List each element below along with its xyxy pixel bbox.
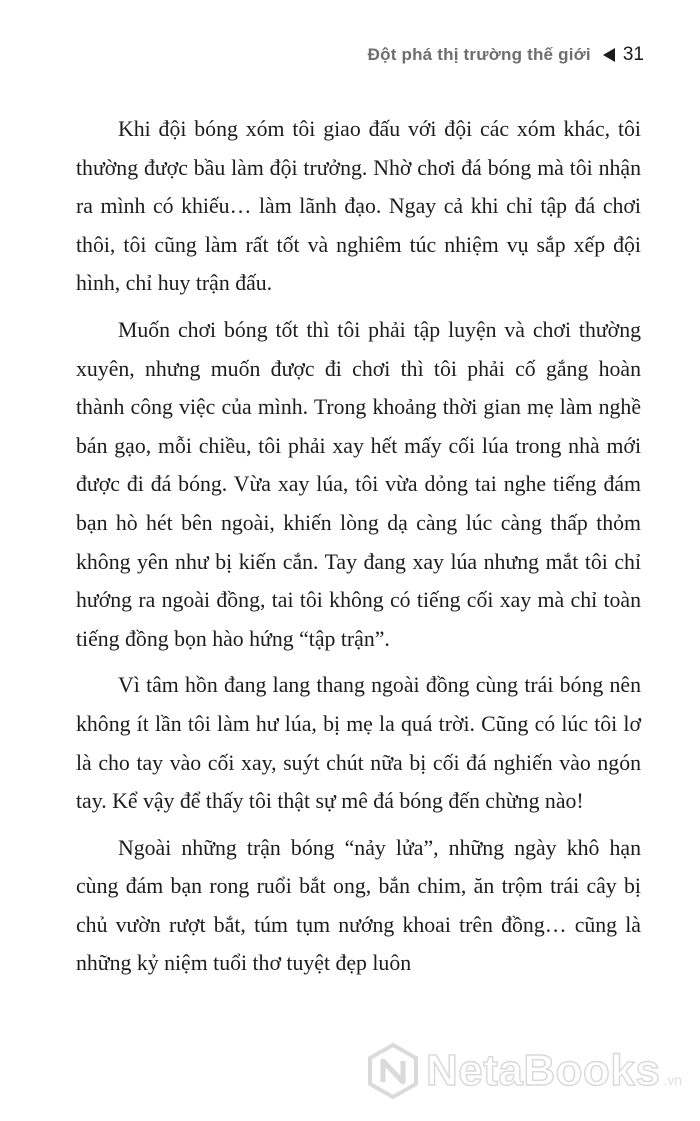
running-header [368, 44, 644, 66]
paragraph: Vì tâm hồn đang lang thang ngoài đồng cùng trái bóng nên không ít lần tôi làm hư lúa, bị mẹ la quá trời. Cũng có lúc tôi lơ là cho tay vào cối xay, suýt chút nữa bị cối đá nghiến vào ngón tay. Kể vậy để thấy tôi thật sự mê đá bóng đến chừng nào! [76, 673, 641, 814]
page-number: 31 [622, 44, 644, 65]
running-title: Đột phá thị trường thế giới [367, 45, 591, 64]
watermark-brand: NetaBooks [426, 1046, 661, 1095]
paragraph: Khi đội bóng xóm tôi giao đấu với đội các xóm khác, tôi thường được bầu làm đội trưởng. Nhờ chơi đá bóng mà tôi nhận ra mình có khiếu… làm lãnh đạo. Ngay cả khi chỉ tập đá chơi thôi, tôi cũng làm rất tốt và nghiêm túc nhiệm vụ sắp xếp đội hình, chỉ huy trận đấu. [76, 117, 641, 296]
body-text [76, 110, 641, 991]
watermark [364, 1042, 682, 1100]
n-logo-icon [364, 1042, 422, 1100]
triangle-left-icon [603, 48, 615, 62]
paragraph: Ngoài những trận bóng “nảy lửa”, những ngày khô hạn cùng đám bạn rong ruổi bắt ong, bắn chim, ăn trộm trái cây bị chủ vườn rượt bắt, túm tụm nướng khoai trên đồng… cũng là những kỷ niệm tuổi thơ tuyệt đẹp luôn [76, 835, 641, 976]
watermark-suffix: .vn [663, 1072, 683, 1088]
paragraph: Muốn chơi bóng tốt thì tôi phải tập luyện và chơi thường xuyên, nhưng muốn được đi chơi thì tôi phải cố gắng hoàn thành công việc của mình. Trong khoảng thời gian mẹ làm nghề bán gạo, mỗi chiều, tôi phải xay hết mấy cối lúa trong nhà mới được đi đá bóng. Vừa xay lúa, tôi vừa dỏng tai nghe tiếng đám bạn hò hét bên ngoài, khiến lòng dạ càng lúc càng thấp thỏm không yên như bị kiến cắn. Tay đang xay lúa nhưng mắt tôi chỉ hướng ra ngoài đồng, tai tôi không có tiếng cối xay mà chỉ toàn tiếng đồng bọn hào hứng “tập trận”. [76, 317, 641, 651]
